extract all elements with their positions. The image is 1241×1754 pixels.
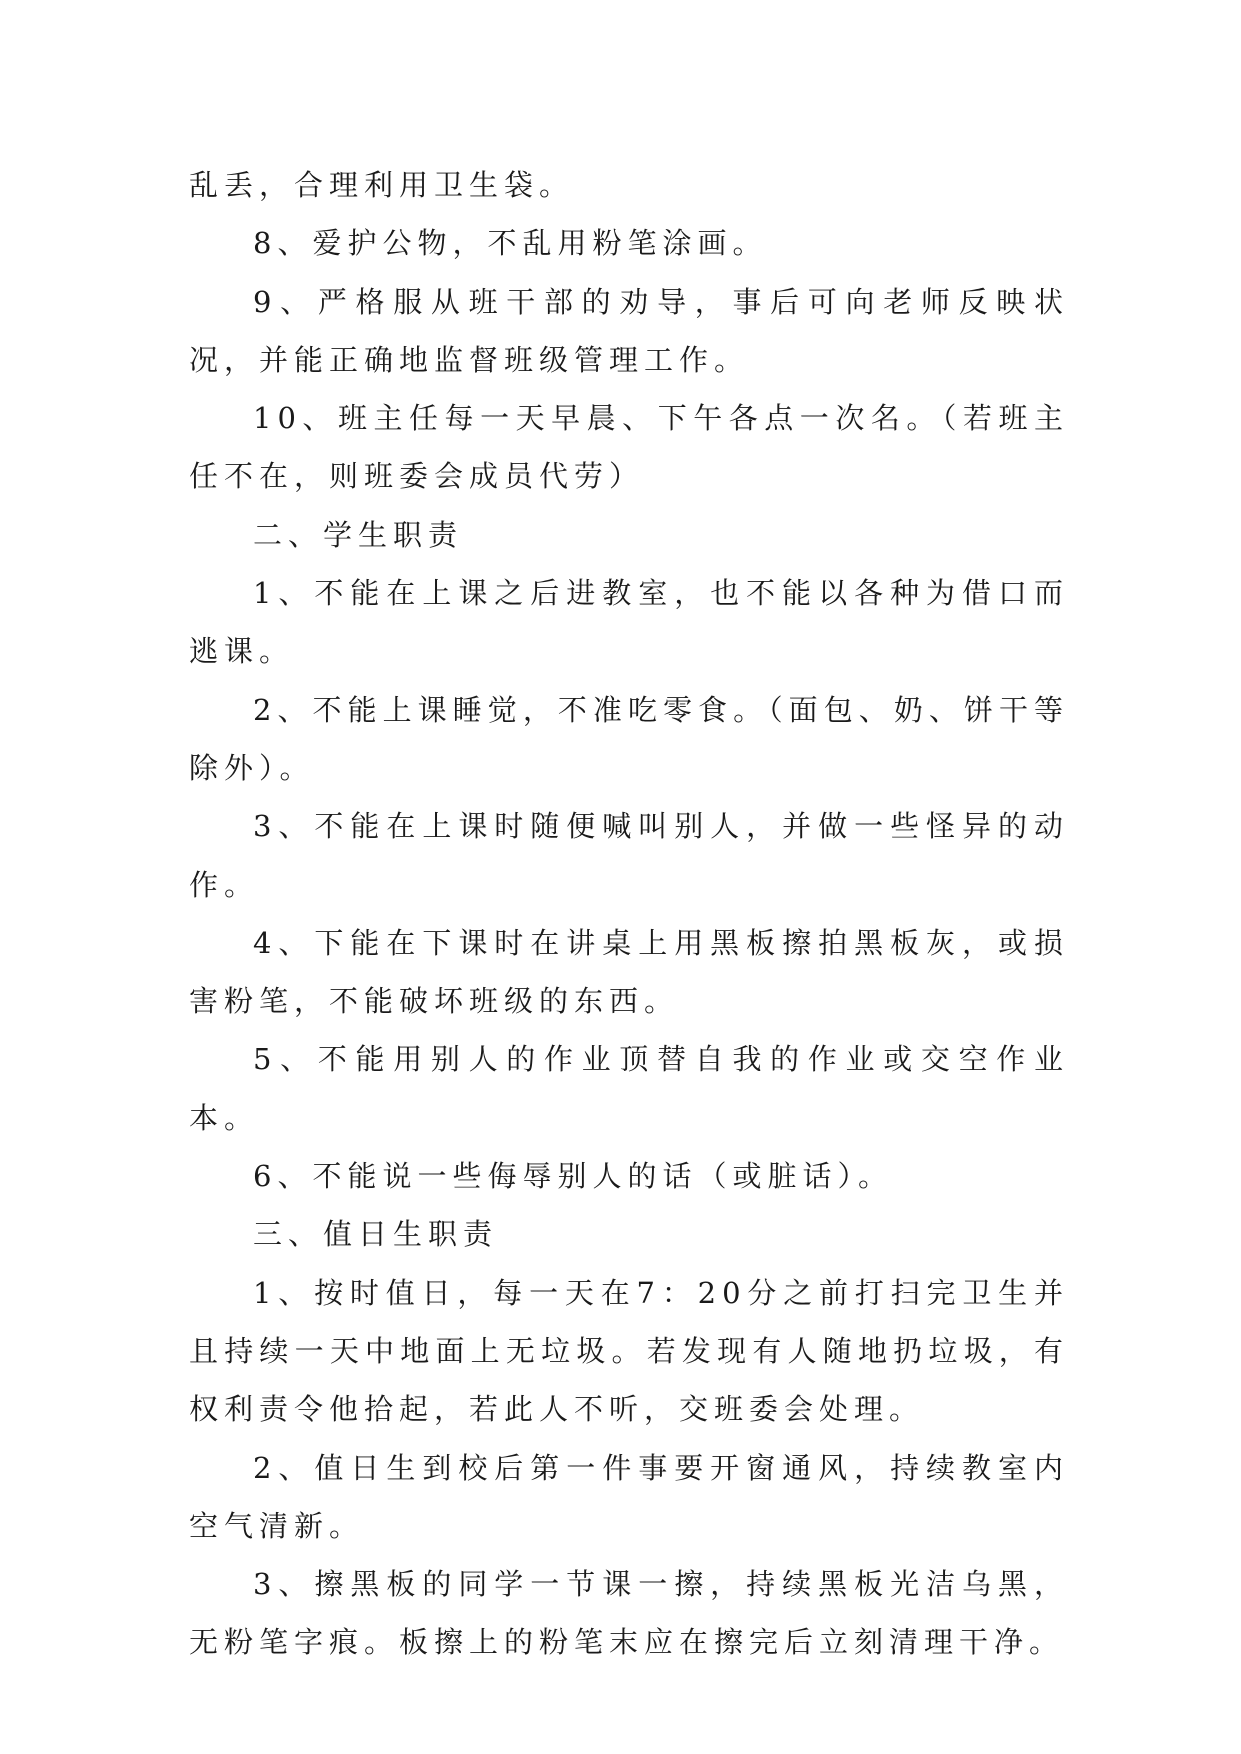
paragraph: 3、不能在上课时随便喊叫别人，并做一些怪异的动作。 bbox=[189, 809, 1069, 902]
section-heading: 三、值日生职责 bbox=[253, 1217, 499, 1252]
paragraph: 2、值日生到校后第一件事要开窗通风，持续教室内空气清新。 bbox=[189, 1450, 1069, 1543]
paragraph: 2、不能上课睡觉，不准吃零食。（面包、奶、饼干等除外）。 bbox=[189, 692, 1069, 785]
paragraph: 3、擦黑板的同学一节课一擦，持续黑板光洁乌黑，无粉笔字痕。板擦上的粉笔末应在擦完后立刻清理干净。 bbox=[189, 1567, 1069, 1660]
paragraph: 4、下能在下课时在讲桌上用黑板擦拍黑板灰，或损害粉笔，不能破坏班级的东西。 bbox=[189, 925, 1069, 1019]
paragraph: 乱丢，合理利用卫生袋。 bbox=[189, 168, 575, 202]
body-text bbox=[189, 156, 1069, 1672]
paragraph: 5、不能用别人的作业顶替自我的作业或交空作业本。 bbox=[189, 1042, 1069, 1135]
paragraph: 1、按时值日，每一天在7：20分之前打扫完卫生并且持续一天中地面上无垃圾。若发现有人随地扔垃圾，有权利责令他拾起，若此人不听，交班委会处理。 bbox=[189, 1275, 1069, 1427]
paragraph: 9、严格服从班干部的劝导，事后可向老师反映状况，并能正确地监督班级管理工作。 bbox=[189, 284, 1069, 377]
section-heading: 二、学生职责 bbox=[253, 517, 464, 552]
paragraph: 10、班主任每一天早晨、下午各点一次名。（若班主任不在，则班委会成员代劳） bbox=[189, 401, 1069, 494]
paragraph: 8、爱护公物，不乱用粉笔涂画。 bbox=[253, 226, 768, 261]
paragraph: 6、不能说一些侮辱别人的话（或脏话）。 bbox=[253, 1159, 893, 1194]
paragraph: 1、不能在上课之后进教室，也不能以各种为借口而逃课。 bbox=[189, 576, 1069, 669]
